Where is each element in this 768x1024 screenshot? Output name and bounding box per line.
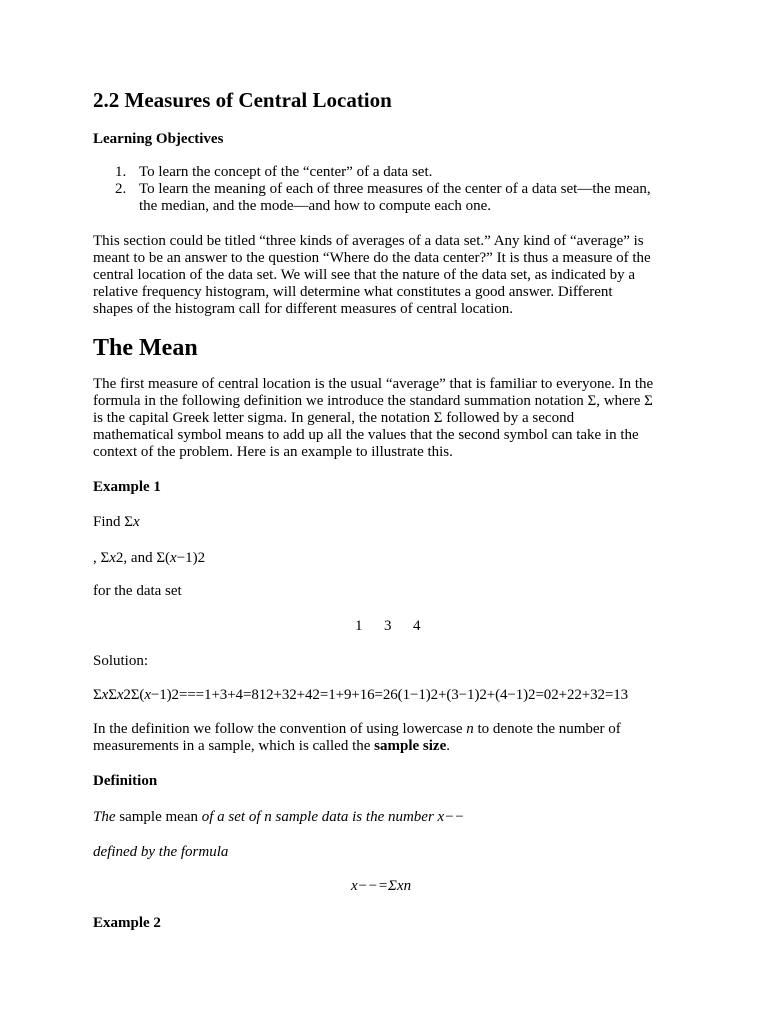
data-value: 4 [413,618,421,634]
list-item-continuation: the median, and the mode—and how to compute each one. [139,198,491,214]
example-1-find: Find Σx [93,514,140,530]
example-1-sums: , Σx2, and Σ(x−1)2 [93,550,206,566]
sample-size-term: sample size [374,738,447,754]
learning-objectives-heading: Learning Objectives [93,131,224,147]
mean-heading: The Mean [93,335,198,361]
list-item: 2. To learn the meaning of each of three measures of the center of a data set—the mean, [115,181,651,197]
list-item: 1. To learn the concept of the “center” of a data set. [115,164,433,180]
mean-paragraph: The first measure of central location is the usual “average” that is familiar to everyone. In the formula in the following definition we introduce the standard summation notation Σ, where Σ is the capital Greek letter sigma. In general, the notation Σ followed by a second mathematical symbol means to add up all the values that the second symbol can take in the context of the problem. Here is an example to illustrate this. [93,376,654,460]
solution-equation: ΣxΣx2Σ(x−1)2===1+3+4=812+32+42=1+9+16=26(1−1)2+(3−1)2+(4−1)2=02+22+32=13 [93,687,629,703]
data-set-label: for the data set [93,583,182,599]
definition-line-1: The sample mean of a set of n sample data is the number x−− [93,809,465,825]
example-1-heading: Example 1 [93,479,161,495]
definition-line-2: defined by the formula [93,844,229,860]
data-value: 1 [355,618,363,634]
definition-heading: Definition [93,773,158,789]
mean-formula: x−−=Σxn [351,878,412,894]
section-title: 2.2 Measures of Central Location [93,88,392,112]
example-2-heading: Example 2 [93,915,161,931]
solution-label: Solution: [93,653,149,669]
convention-paragraph: In the definition we follow the convention of using lowercase n to denote the number of measurements in a sample, which is called the sample size. [93,721,621,754]
data-values [355,618,421,635]
data-value: 3 [384,618,392,634]
intro-paragraph: This section could be titled “three kinds of averages of a data set.” Any kind of “average” is meant to be an answer to the question “Where do the data center?” It is thus a measure of the central location of the data set. We will see that the nature of the data set, as indicated by a relative frequency histogram, will determine what constitutes a good answer. Different shapes of the histogram call for different measures of central location. [93,233,651,317]
objectives-list [93,164,683,215]
